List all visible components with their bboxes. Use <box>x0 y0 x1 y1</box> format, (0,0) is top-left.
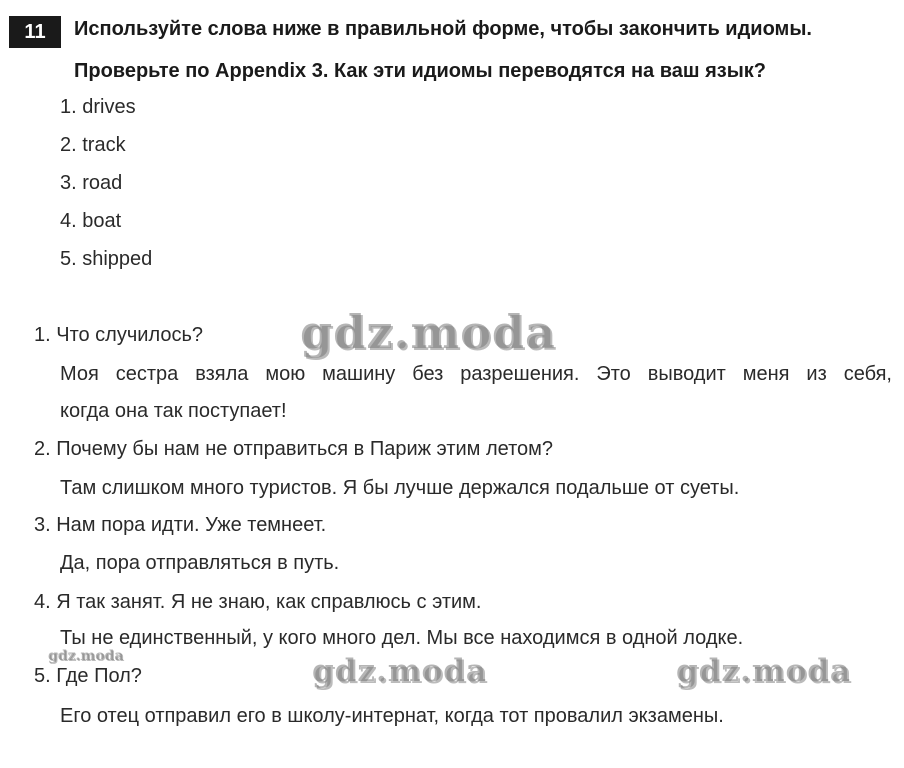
dialogue-question: 4. Я так занят. Я не знаю, как справлюсь с этим. <box>34 591 482 613</box>
word-item: 2. track <box>60 134 126 156</box>
dialogue-question: 1. Что случилось? <box>34 324 204 346</box>
dialogue-answer: Ты не единственный, у кого много дел. Мы все находимся в одной лодке. <box>60 627 744 649</box>
watermark-small: gdz.moda <box>48 648 124 664</box>
dialogue-answer: Его отец отправил его в школу-интернат, когда тот провалил экзамены. <box>60 705 724 727</box>
word-item: 1. drives <box>60 96 136 118</box>
watermark-large: gdz.moda <box>300 305 556 359</box>
watermark-medium-left: gdz.moda <box>312 653 487 689</box>
word-item: 4. boat <box>60 210 122 232</box>
dialogue-answer: Да, пора отправляться в путь. <box>60 552 340 574</box>
word-item: 3. road <box>60 172 123 194</box>
watermark-medium-right: gdz.moda <box>676 653 851 689</box>
dialogue-answer: Там слишком много туристов. Я бы лучше держался подальше от суеты. <box>60 477 740 499</box>
dialogue-question: 3. Нам пора идти. Уже темнеет. <box>34 514 327 536</box>
instruction-line-2: Проверьте по Appendix 3. Как эти идиомы переводятся на ваш язык? <box>74 60 767 82</box>
dialogue-answer: Моя сестра взяла мою машину без разрешения. Это выводит меня из себя, <box>60 363 892 385</box>
instruction-line-1: Используйте слова ниже в правильной форме, чтобы закончить идиомы. <box>74 18 812 40</box>
dialogue-question: 5. Где Пол? <box>34 665 142 687</box>
word-item: 5. shipped <box>60 248 153 270</box>
dialogue-question: 2. Почему бы нам не отправиться в Париж этим летом? <box>34 438 554 460</box>
dialogue-answer: когда она так поступает! <box>60 400 287 422</box>
exercise-number-badge: 11 <box>9 16 61 48</box>
